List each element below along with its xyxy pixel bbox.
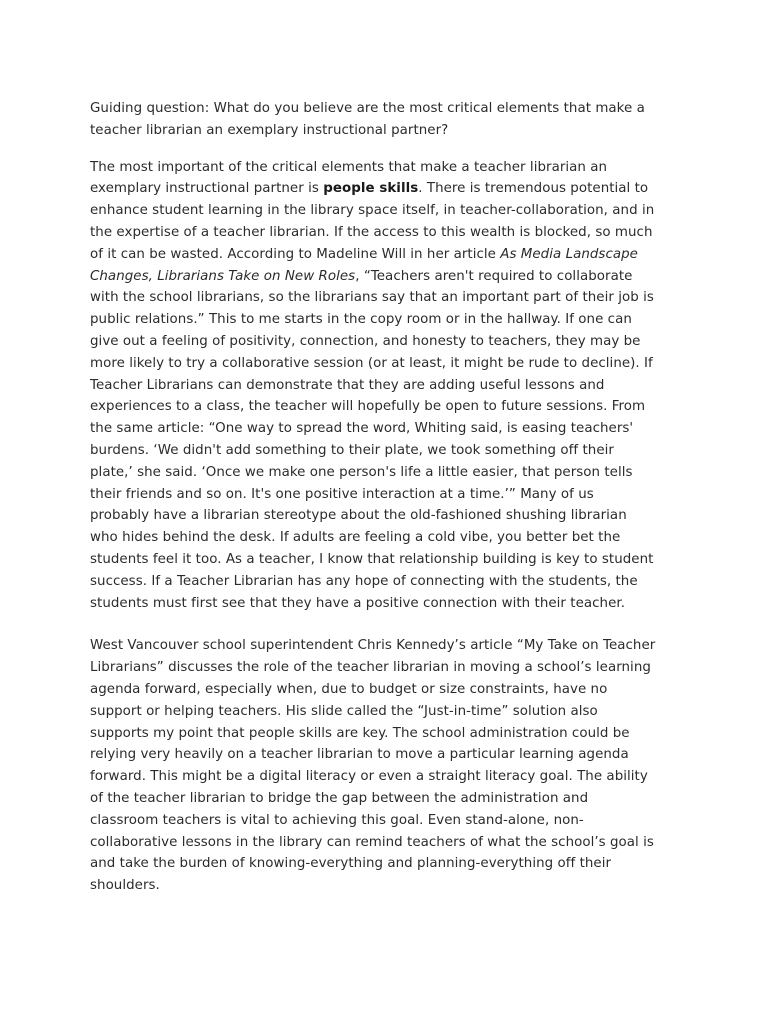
paragraph-people-skills	[90, 157, 656, 615]
document-page	[90, 98, 656, 897]
paragraph-1-text-a: The most important of the critical elements that make a teacher librarian an exemplary instructional partner is	[90, 159, 608, 197]
article-title: As Media Landscape Changes, Librarians Take on New Roles	[90, 246, 638, 284]
paragraph-1-text-b: . There is tremendous potential to enhance student learning in the library space itself, in teacher-collaboration, and in the expertise of a teacher librarian. If the access to this wealth is blocked, so much of it can be wasted. According to Madeline Will in her article	[90, 181, 655, 262]
paragraph-1-text-c: , “Teachers aren't required to collaborate with the school librarians, so the librarians say that an important part of their job is public relations.” This to me starts in the copy room or in the hallway. If one can give out a feeling of positivity, connection, and honesty to teachers, they may be more likely to try a collaborative session (or at least, it might be rude to decline). If Teacher Librarians can demonstrate that they are adding useful lessons and experiences to a class, the teacher will hopefully be open to future sessions. From the same article: “One way to spread the word, Whiting said, is easing teachers' burdens. ‘We didn't add something to their plate, we took something off their plate,’ she said. ‘Once we make one person's life a little easier, that person tells their friends and so on. It's one positive interaction at a time.’” Many of us probably have a librarian stereotype about the old-fashioned shushing librarian who hides behind the desk. If adults are feeling a cold vibe, you better bet the students feel it too. As a teacher, I know that relationship building is key to student success. If a Teacher Librarian has any hope of connecting with the students, the students must first see that they have a positive connection with their teacher.	[90, 268, 654, 611]
guiding-question: Guiding question: What do you believe are the most critical elements that make a teacher librarian an exemplary instructional partner?	[90, 101, 645, 138]
people-skills-emphasis: people skills	[323, 181, 419, 197]
paragraph-chris-kennedy: West Vancouver school superintendent Chris Kennedy’s article “My Take on Teacher Librarians” discusses the role of the teacher librarian in moving a school’s learning agenda forward, especially when, due to budget or size constraints, have no support or helping teachers. His slide called the “Just-in-time” solution also supports my point that people skills are key. The school administration could be relying very heavily on a teacher librarian to move a particular learning agenda forward. This might be a digital literacy or even a straight literacy goal. The ability of the teacher librarian to bridge the gap between the administration and classroom teachers is vital to achieving this goal. Even stand-alone, non-collaborative lessons in the library can remind teachers of what the school’s goal is and take the burden of knowing-everything and planning-everything off their shoulders.	[90, 638, 656, 894]
